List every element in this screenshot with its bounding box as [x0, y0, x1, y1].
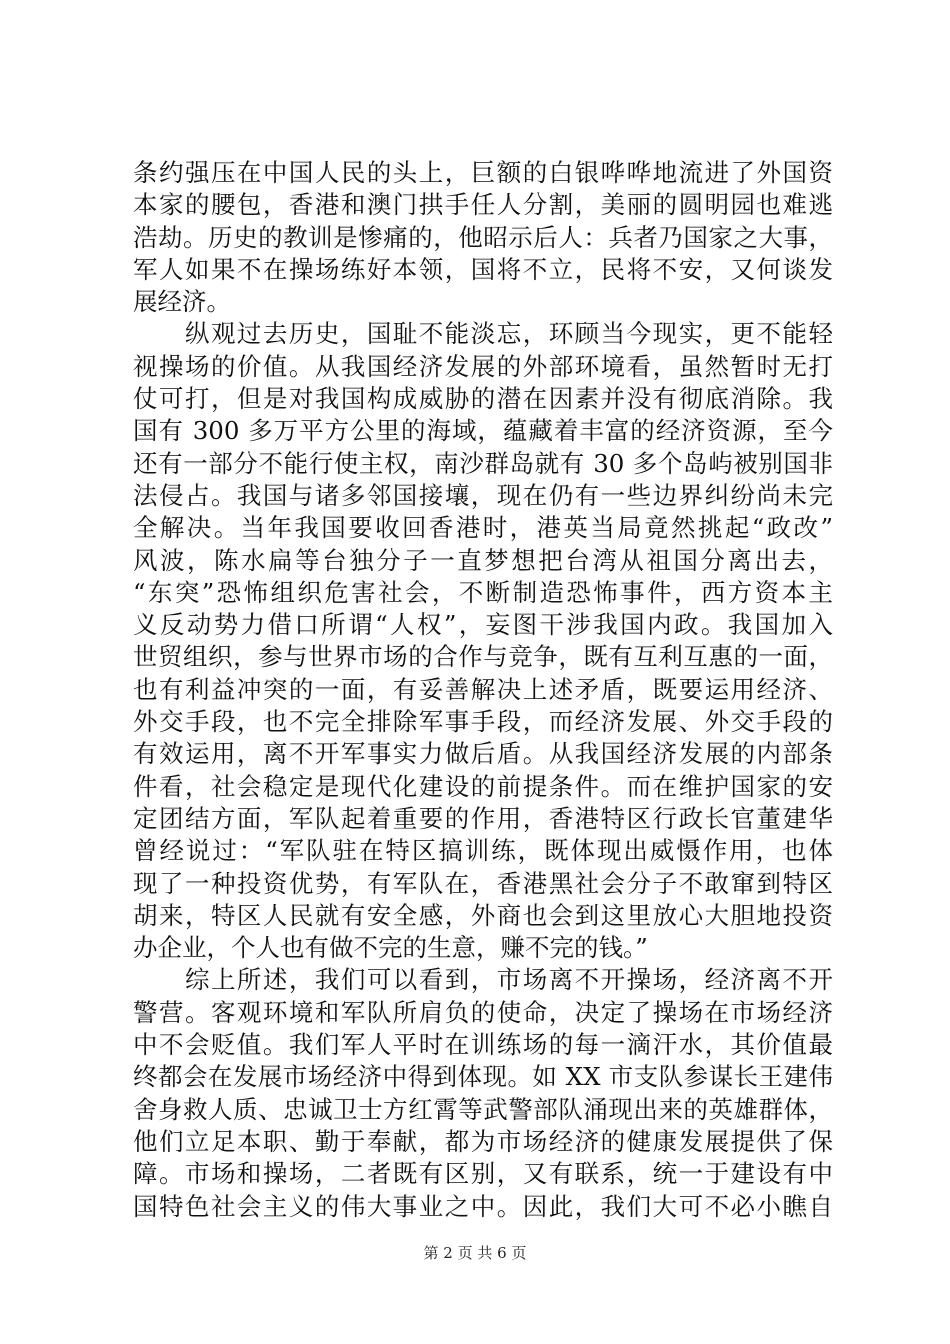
text-line: 国有 300 多万平方公里的海域，蕴藏着丰富的经济资源，至今	[133, 416, 833, 446]
text-line: “东突”恐怖组织危害社会，不断制造恐怖事件，西方资本主	[133, 577, 833, 607]
text-line: 浩劫。历史的教训是惨痛的，他昭示后人：兵者乃国家之大事，	[133, 222, 833, 252]
text-line: 综上所述，我们可以看到，市场离不开操场，经济离不开	[133, 965, 833, 995]
text-line: 军人如果不在操场练好本领，国将不立，民将不安，又何谈发	[133, 254, 833, 284]
text-line: 他们立足本职、勤于奉献，都为市场经济的健康发展提供了保	[133, 1126, 833, 1156]
text-line: 终都会在发展市场经济中得到体现。如 XX 市支队参谋长王建伟	[133, 1062, 833, 1092]
text-line: 还有一部分不能行使主权，南沙群岛就有 30 多个岛屿被别国非	[133, 448, 833, 478]
text-line: 障。市场和操场，二者既有区别，又有联系，统一于建设有中	[133, 1159, 833, 1189]
text-line: 法侵占。我国与诸多邻国接壤，现在仍有一些边界纠纷尚未完	[133, 480, 833, 510]
text-line: 胡来，特区人民就有安全感，外商也会到这里放心大胆地投资	[133, 900, 833, 930]
page-footer: 第 2 页 共 6 页	[423, 1244, 527, 1262]
text-line: 仗可打，但是对我国构成威胁的潜在因素并没有彻底消除。我	[133, 384, 833, 414]
text-line: 世贸组织，参与世界市场的合作与竞争，既有互利互惠的一面，	[133, 642, 833, 672]
text-line: 纵观过去历史，国耻不能淡忘，环顾当今现实，更不能轻	[133, 319, 833, 349]
text-line: 有效运用，离不开军事实力做后盾。从我国经济发展的内部条	[133, 739, 833, 769]
text-line: 曾经说过：“军队驻在特区搞训练，既体现出威慑作用，也体	[133, 836, 833, 866]
text-line: 警营。客观环境和军队所肩负的使命，决定了操场在市场经济	[133, 997, 833, 1027]
text-line: 风波，陈水扁等台独分子一直梦想把台湾从祖国分离出去，	[133, 545, 833, 575]
text-line: 视操场的价值。从我国经济发展的外部环境看，虽然暂时无打	[133, 351, 833, 381]
text-line: 也有利益冲突的一面，有妥善解决上述矛盾，既要运用经济、	[133, 674, 833, 704]
document-body	[133, 157, 833, 1223]
text-line: 定团结方面，军队起着重要的作用，香港特区行政长官董建华	[133, 803, 833, 833]
text-line: 义反动势力借口所谓“人权”，妄图干涉我国内政。我国加入	[133, 610, 833, 640]
text-line: 舍身救人质、忠诚卫士方红霄等武警部队涌现出来的英雄群体，	[133, 1094, 833, 1124]
text-line: 展经济。	[133, 287, 231, 317]
text-line: 本家的腰包，香港和澳门拱手任人分割，美丽的圆明园也难逃	[133, 190, 833, 220]
text-line: 办企业，个人也有做不完的生意，赚不完的钱。”	[133, 933, 648, 963]
text-line: 外交手段，也不完全排除军事手段，而经济发展、外交手段的	[133, 707, 833, 737]
text-line: 条约强压在中国人民的头上，巨额的白银哗哗地流进了外国资	[133, 158, 833, 187]
text-line: 件看，社会稳定是现代化建设的前提条件。而在维护国家的安	[133, 771, 833, 801]
text-line: 现了一种投资优势，有军队在，香港黑社会分子不敢窜到特区	[133, 868, 833, 898]
text-line: 中不会贬值。我们军人平时在训练场的每一滴汗水，其价值最	[133, 1030, 833, 1060]
text-line: 国特色社会主义的伟大事业之中。因此，我们大可不必小瞧自	[133, 1191, 833, 1221]
text-line: 全解决。当年我国要收回香港时，港英当局竟然挑起“政改”	[133, 513, 833, 543]
